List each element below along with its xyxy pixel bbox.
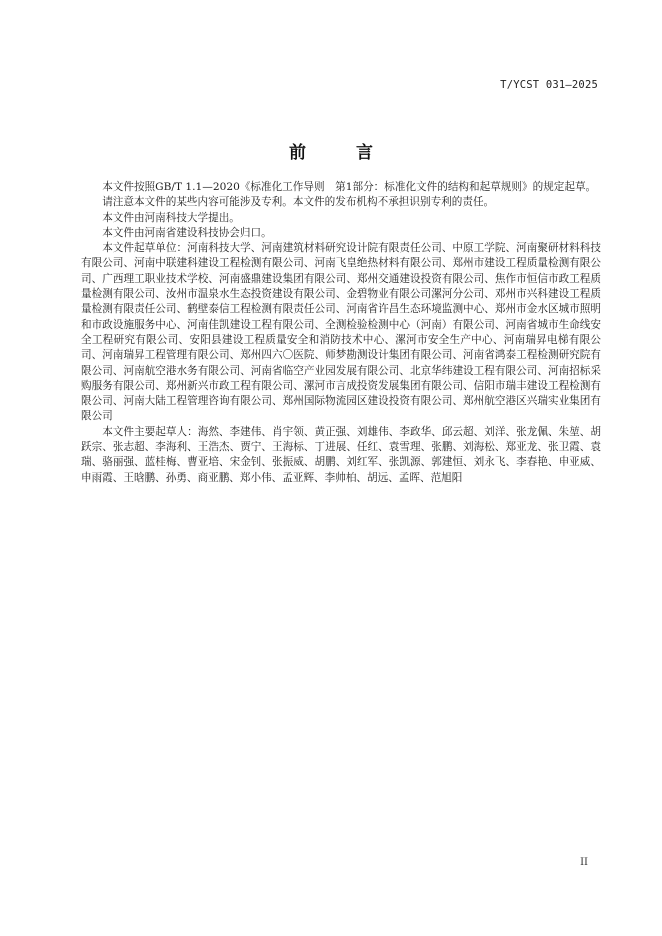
document-code: T/YCST 031—2025 [500,79,598,91]
paragraph-drafters: 本文件主要起草人：海然、李建伟、肖宇领、黄正强、刘雄伟、李政华、邱云超、刘洋、张龙佩、朱堃、胡跃宗、张志超、李海利、王浩杰、贾宁、王海标、丁进展、任红、袁雪理、张鹏、刘海松、郑亚龙、张卫霞、袁瑞、骆丽强、蓝桂梅、曹亚培、宋金钊、张振威、胡鹏、刘红军、张凯源、郭建恒、刘永飞、李春艳、申亚威、申雨霞、王晗鹏、孙勇、商亚鹏、郑小伟、孟亚辉、李帅柏、胡远、孟晖、范旭阳 [81,425,601,484]
paragraph-patent-notice: 请注意本文件的某些内容可能涉及专利。本文件的发布机构不承担识别专利的责任。 [102,196,495,209]
page-number: II [580,857,588,868]
foreword-body [81,180,601,486]
paragraph-proposer: 本文件由河南科技大学提出。 [102,211,240,224]
paragraph-administrator: 本文件由河南省建设科技协会归口。 [102,226,272,239]
paragraph-drafting-units: 本文件起草单位：河南科技大学、河南建筑材料研究设计院有限责任公司、中原工学院、河南聚研材料科技有限公司、河南中联建科建设工程检测有限公司、河南飞皇绝热材料有限公司、郑州市建设工程质量检测有限公司、广西理工职业技术学校、河南盛鼎建设集团有限公司、郑州交通建设投资有限公司、焦作市恒信市政工程质量检测有限公司、汝州市温泉水生态投资建设有限公司、金碧物业有限公司漯河分公司、邓州市兴科建设工程质量检测有限责任公司、鹤壁泰信工程检测有限责任公司、河南省许昌生态环境监测中心、郑州市金水区城市照明和市政设施服务中心、河南佳凯建设工程有限公司、全测检验检测中心（河南）有限公司、河南省城市生命线安全工程研究有限公司、安阳县建设工程质量安全和消防技术中心、漯河市安全生产中心、河南瑞昇电梯有限公司、河南瑞昇工程管理有限公司、郑州四六〇医院、师梦勘测设计集团有限公司、河南省鸿泰工程检测研究院有限公司、河南航空港水务有限公司、河南省临空产业园发展有限公司、北京华纬建设工程有限公司、河南招标采购服务有限公司、郑州新兴市政工程有限公司、漯河市言成投资发展集团有限公司、信阳市瑞丰建设工程检测有限公司、河南大陆工程管理咨询有限公司、郑州国际物流园区建设投资有限公司、郑州航空港区兴瑞实业集团有限公司 [81,242,601,423]
page-title: 前 言 [289,143,395,163]
paragraph-drafting-rules: 本文件按照GB/T 1.1—2020《标准化工作导则 第1部分：标准化文件的结构和起草规则》的规定起草。 [102,181,597,193]
